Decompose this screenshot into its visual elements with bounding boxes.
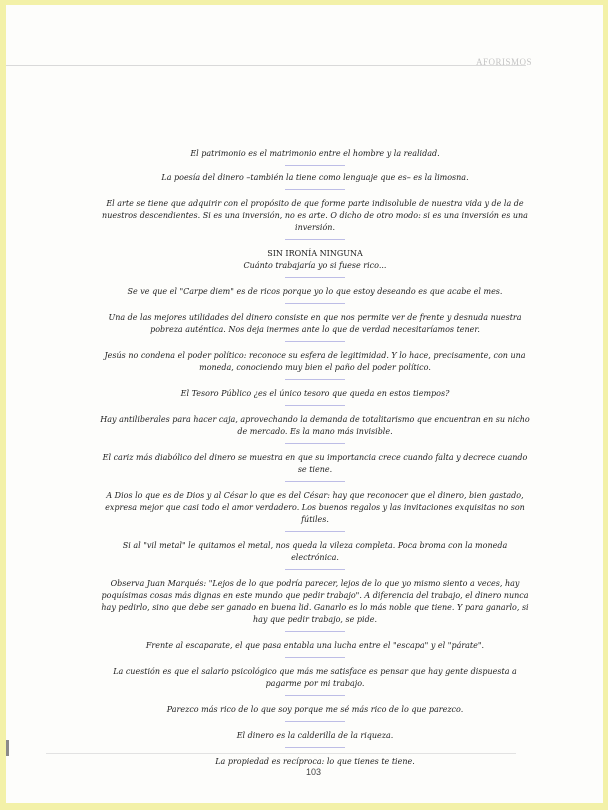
aphorism: El dinero es la calderilla de la riqueza.: [236, 731, 394, 740]
divider: [285, 695, 345, 696]
divider: [285, 747, 345, 748]
aphorism: Se ve que el "Carpe diem" es de ricos porque yo lo que estoy deseando es que acabe el mes.: [127, 287, 503, 296]
divider: [285, 239, 345, 240]
page-edge-mark: [6, 740, 9, 756]
footer-rule: [46, 753, 516, 754]
divider: [285, 631, 345, 632]
divider: [285, 277, 345, 278]
divider: [285, 189, 345, 190]
running-head: AFORISMOS: [476, 57, 533, 67]
divider: [285, 657, 345, 658]
aphorism: El Tesoro Público ¿es el único tesoro que queda en estos tiempos?: [180, 389, 450, 398]
aphorism-list: [98, 148, 532, 773]
aphorism: La poesía del dinero –también la tiene como lenguaje que es– es la limosna.: [161, 173, 469, 182]
divider: [285, 379, 345, 380]
divider: [285, 443, 345, 444]
divider: [285, 569, 345, 570]
aphorism: Parezco más rico de lo que soy porque me sé más rico de lo que parezco.: [166, 705, 464, 714]
book-page: [6, 5, 603, 803]
divider: [285, 405, 345, 406]
divider: [285, 165, 345, 166]
divider: [285, 303, 345, 304]
divider: [285, 341, 345, 342]
header-rule: [6, 65, 526, 66]
aphorism: Una de las mejores utilidades del dinero consiste en que nos permite ver de frente y desnuda nuestra pobreza auténtica. Nos deja inermes ante lo que de verdad necesitaríamos tener.: [108, 313, 522, 334]
divider: [285, 721, 345, 722]
aphorism: El arte se tiene que adquirir con el propósito de que forme parte indisoluble de nuestra vida y de la de nuestros descendientes. Si es una inversión, no es arte. O dicho de otro modo: si es una inversión es una inversión.: [102, 199, 528, 232]
aphorism: El patrimonio es el matrimonio entre el hombre y la realidad.: [190, 149, 440, 158]
aphorism: Frente al escaparate, el que pasa entabla una lucha entre el "escapa" y el "párate".: [145, 641, 485, 650]
aphorism: Jesús no condena el poder político: reconoce su esfera de legitimidad. Y lo hace, precisamente, con una moneda, conociendo muy bien el paño del poder político.: [104, 351, 526, 372]
aphorism: El cariz más diabólico del dinero se muestra en que su importancia crece cuando falta y decrece cuando se tiene.: [102, 453, 528, 474]
aphorism: Observa Juan Marqués: "Lejos de lo que podría parecer, lejos de lo que yo mismo siento a veces, hay poquísimas cosas más dignas en este mundo que pedir trabajo". A diferencia del trabajo, el dinero nunca hay pedirlo, sino que debe ser ganado en buena lid. Ganarlo es lo más noble que tiene. Y para ganarlo, si hay que pedir trabajo, se pide.: [101, 579, 529, 624]
aphorism: La propiedad es recíproca: lo que tienes te tiene.: [215, 757, 415, 766]
aphorism-heading: SIN IRONÍA NINGUNA: [267, 249, 363, 258]
aphorism: Hay antiliberales para hacer caja, aprovechando la demanda de totalitarismo que encuentran en su nicho de mercado. Es la mano más invisible.: [100, 415, 530, 436]
aphorism: La cuestión es que el salario psicológico que más me satisface es pensar que hay gente dispuesta a pagarme por mi trabajo.: [113, 667, 517, 688]
page-number: 103: [306, 767, 322, 777]
aphorism: A Dios lo que es de Dios y al César lo que es del César: hay que reconocer que el dinero, bien gastado, expresa mejor que casi todo el amor verdadero. Los buenos regalos y las invitaciones exquisitas no son fútiles.: [105, 491, 525, 524]
aphorism: Si al "vil metal" le quitamos el metal, nos queda la vileza completa. Poca broma con la moneda electrónica.: [122, 541, 508, 562]
divider: [285, 481, 345, 482]
aphorism: Cuánto trabajaría yo si fuese rico...: [243, 261, 387, 270]
divider: [285, 531, 345, 532]
